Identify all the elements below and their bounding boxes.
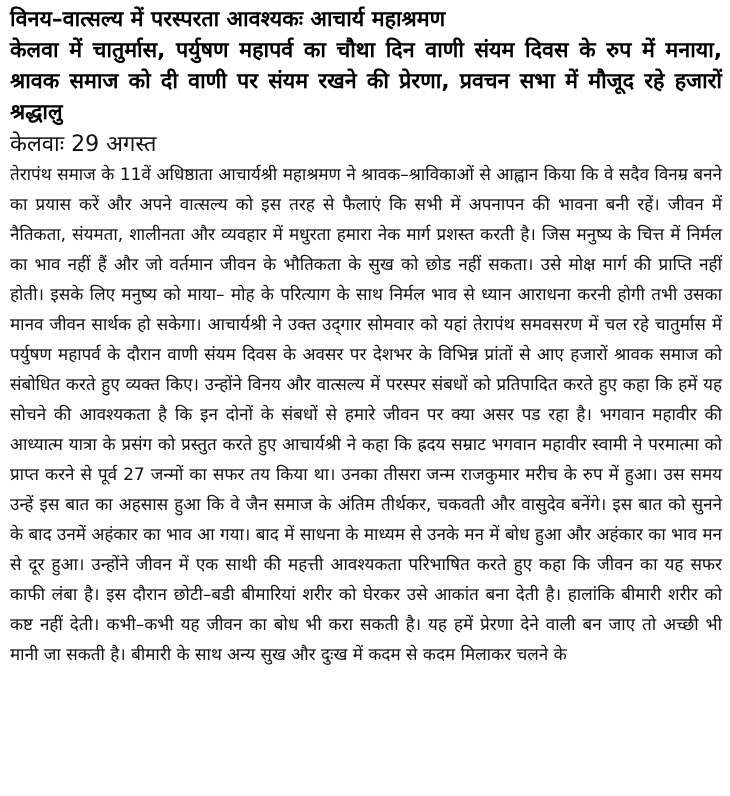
dateline: केलवाः 29 अगस्त	[10, 132, 157, 157]
news-article	[10, 4, 722, 670]
subheadline: केलवा में चातुर्मास, पर्युषण महापर्व का चौथा दिन वाणी संयम दिवस के रुप में मनाया, श्रावक समाज को दी वाणी पर संयम रखने की प्रेरणा, प्रवचन सभा में मौजूद रहे हजारों श्रद्धालु	[10, 38, 722, 125]
headline: विनय–वात्सल्य में परस्परता आवश्यकः आचार्य महाश्रमण	[10, 7, 446, 32]
article-body: तेरापंथ समाज के 11वें अधिष्ठाता आचार्यश्री महाश्रमण ने श्रावक–श्राविकाओं से आह्वान किया कि वे सदैव विनम्र बनने का प्रयास करें और अपने वात्सल्य को इस तरह से फैलाएं कि सभी में अपनापन की भावना बनी रहें। जीवन में नैतिकता, संयमता, शालीनता और व्यवहार में मधुरता हमारा नेक मार्ग प्रशस्त करती है। जिस मनुष्य के चित्त में निर्मल का भाव नहीं हैं और जो वर्तमान जीवन के भौतिकता के सुख को छोड नहीं सकता। उसे मोक्ष मार्ग की प्राप्ति नहीं होती। इसके लिए मनुष्य को माया– मोह के परित्याग के साथ निर्मल भाव से ध्यान आराधना करनी होगी तभी उसका मानव जीवन सार्थक हो सकेगा। आचार्यश्री ने उक्त उद्‌गार सोमवार को यहां तेरापंथ समवसरण में चल रहे चातुर्मास में पर्युषण महापर्व के दौरान वाणी संयम दिवस के अवसर पर देशभर के विभिन्न प्रांतों से आए हजारों श्रावक समाज को संबोधित करते हुए व्यक्त किए। उन्होंने विनय और वात्सल्य में परस्पर संबधों को प्रतिपादित करते हुए कहा कि हमें यह सोचने की आवश्यकता है कि इन दोनों के संबधों से हमारे जीवन पर क्या असर पड रहा है। भगवान महावीर की आध्यात्म यात्रा के प्रसंग को प्रस्तुत करते हुए आचार्यश्री ने कहा कि ह्रदय सम्राट भगवान महावीर स्वामी ने परमात्मा को प्राप्त करने से पूर्व 27 जन्मों का सफर तय किया था। उनका तीसरा जन्म राजकुमार मरीच के रुप में हुआ। उस समय उन्हें इस बात का अहसास हुआ कि वे जैन समाज के अंतिम तीर्थकर, चकवती और वासुदेव बनेंगे। इस बात को सुनने के बाद उनमें अहंकार का भाव आ गया। बाद में साधना के माध्यम से उनके मन में बोध हुआ और अहंकार का भाव मन से दूर हुआ। उन्होंने जीवन में एक साथी की महत्ती आवश्यकता परिभाषित करते हुए कहा कि जीवन का यह सफर काफी लंबा है। इस दौरान छोटी–बडी बीमारियां शरीर को घेरकर उसे आकांत बना देती है। हालांकि बीमारी शरीर को कष्ट नहीं देती। कभी–कभी यह जीवन का बोध भी करा सकती है। यह हमें प्रेरणा देने वाली बन जाए तो अच्छी भी मानी जा सकती है। बीमारी के साथ अन्य सुख और दुःख में कदम से कदम मिलाकर चलने के	[10, 165, 722, 665]
